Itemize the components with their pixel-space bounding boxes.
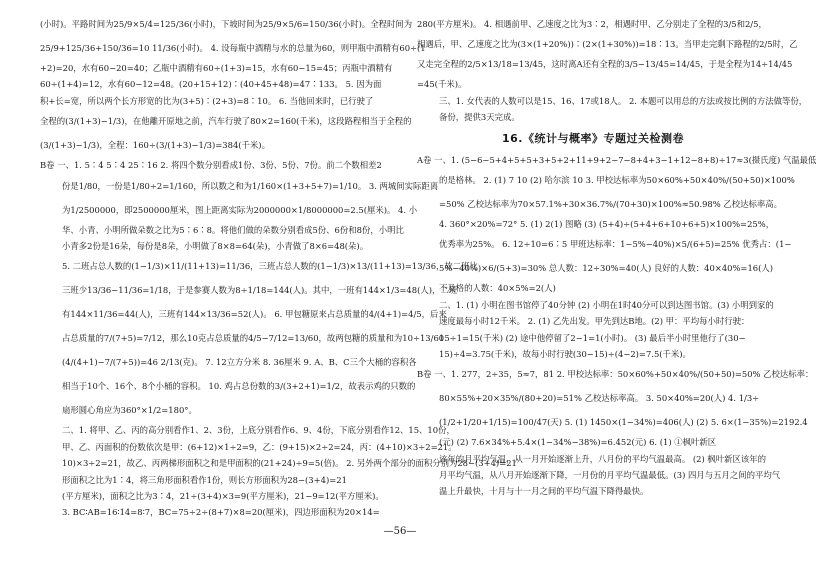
text-line: (平方厘米)，面积之比为3∶4，21÷(3+4)×3=9(平方厘米)，21−9=12(平方厘米)。: [62, 490, 384, 501]
text-line: 5. 二班占总人数的(1−1/3)×11/(11+13)=11/36，三班占总人数的(1−1/3)×13/(11+13)=13/36，故二班比: [62, 261, 478, 272]
text-line: (元) (2) 7.6×34%+5.4×(1−34%−38%)=6.452(元) 6. (1) ①枫叶新区: [439, 437, 717, 448]
text-line: 280(平方厘米)。 4. 相遇前甲、乙速度之比为3∶2，相遇时甲、乙分别走了全程的3/5和2/5，: [417, 19, 767, 29]
text-line: 15)÷4=3.75(千米)，故每小时行驶(30−15)÷(4−2)=7.5(千米)。: [439, 348, 691, 359]
text-line: 三、1. 女代表的人数可以是15、16、17或18人。 2. 本题可以用总的方法或按比例的方法做等份，: [439, 95, 808, 106]
text-line: 4. 360°×20%=72° 5. (1) 2(1) 图略 (3) (5+4)÷(5+4+6+10+6+5)×100%=25%，: [439, 218, 775, 229]
text-line: 80×55%+20×35%/(80+20)=51% 乙校达标率高。 3. 50×40%=20(人) 4. 1/3÷: [439, 393, 760, 404]
text-line: 优秀率为25%。 6. 12÷10=6∶5 甲班达标率：1−5%−40%)×5/(6+5)=25% 优秀占：(1−: [439, 239, 792, 250]
text-line: 甲、乙、丙面积的份数依次是甲：(6+12)×1÷2=9，乙：(9+15)×2÷2=24，丙：(4+10)×3÷2=21。: [62, 441, 457, 452]
text-line: 二、1. (1) 小明在图书馆停了40分钟 (2) 小明在1时40分可以到达图书馆。(3) 小明到家的: [439, 299, 774, 310]
text-line: +2)=20，水有60−20=40；乙瓶中酒精有60÷(1+3)=15，水有60−15=45；丙瓶中酒精有: [40, 63, 393, 73]
section-title: 16.《统计与概率》专题过关检测卷: [502, 131, 684, 145]
text-line: 三班少13/36−11/36=1/18，于是参赛人数为8÷1/18=144(人)。其中，一班有144×1/3=48(人)，二班: [62, 285, 458, 296]
page-number: —56—: [383, 526, 417, 537]
text-line: 10)×3÷2=21，故乙、丙两梯形面积之和是甲面积的(21+24)÷9=5(倍)。 2. 另外两个部分的面积分别为28−(3+4)=21: [62, 458, 517, 469]
text-line: (3/(1+3)−1/3)，全程：160÷(3/(1+3)−1/3)=384(千米)。: [40, 140, 270, 151]
text-line: 扇形圆心角应为360°×1/2=180°。: [62, 405, 197, 416]
text-line: 积+长=宽，所以两个长方形宽的比为(3+5)∶(2+3)=8∶10。 6. 当他回来时，已行驶了: [40, 95, 374, 106]
text-line: 占总质量的7/(7+5)=7/12，那么10克占总质量的4/5−7/12=13/60，故两包糖的质量和为10÷13/60: [62, 333, 445, 344]
text-line: 月平均气温，从八月开始逐渐下降，一月份的月平均气温最低。(3) 四月与五月之间的平均气: [439, 470, 781, 481]
text-line: 3. BC∶AB=16∶14=8∶7，BC=75÷2÷(8+7)×8=20(厘米)，四边形面积为20×14=: [62, 507, 380, 518]
text-line: 华、小青、小明所做朵数之比为5∶6∶8。将他们做的朵数分别看成5份、6份和8份，小明比: [62, 224, 404, 235]
text-line: 该年的月平均气温，从一月开始逐渐上升，八月份的平均气温最高。 (2) 枫叶新区该年的: [439, 453, 767, 464]
text-line: 的是格林。 2. (1) 7 10 (2) 哈尔滨 10 3. 甲校达标率为50×60%+50×40%/(50+50)×100%: [439, 174, 795, 185]
text-line: 为1/2500000，即2500000厘米，图上距离实际为2000000×1/8000000=2.5(厘米)。 4. 小: [62, 204, 418, 215]
text-line: (4/(4+1)−7/(7+5))=46 2/13(克)。 7. 12立方分米 8. 36厘米 9. A、B、C三个大桶的容积各: [62, 357, 417, 368]
text-line: =45(千米)。: [417, 79, 467, 90]
text-line: 相遇后，甲、乙速度之比为(3×(1+20%))∶(2×(1+30%))=18∶13。当甲走完剩下路程的2/5时，乙: [417, 39, 798, 49]
text-line: 有144×11/36=44(人)，三班有144×13/36=52(人)。 6. 甲包糖原来占总质量的4/(4+1)=4/5，后来: [62, 309, 447, 320]
text-line: 不及格的人数：40×5%=2(人): [439, 283, 556, 294]
text-line: (小时)。平路时间为25/9×5/4=125/36(小时)，下坡时间为25/9×5/6=150/36(小时)。全程时间为: [40, 19, 413, 29]
text-line: 又走完全程的2/5×13/18=13/45，这时离A还有全程的3/5−13/45=14/45，于是全程为14÷14/45: [417, 59, 793, 70]
text-line: 形面积之比为1∶4，将三角形面积看作1份，则长方形面积为28−(3+4)=21: [62, 474, 347, 485]
text-line: 全程的(3/(1+3)−1/3)，在他離开原地之前，汽车行驶了80×2=160(千米)，这段路程相当于全程的: [40, 116, 412, 127]
text-line: 相当于10个、16个、8个小桶的容积。 10. 鸡占总份数的3/(3+2+1)=1/2，故表示鸡的只数的: [62, 381, 416, 392]
section-start-line: B卷 一、1. 277，2÷35，5≈7，81 2. 甲校达标率：50×60%+50×40%/(50+50)=50% 乙校达标率：: [417, 369, 814, 380]
section-start-line: B卷 一、1. 5∶4 5∶4 25∶16 2. 将四个数分别看成1份、3份、5份、7份。前二个数相差2: [40, 160, 382, 171]
text-line: 速度最每小时12千米。 2. (1) 乙先出发。甲先到达B地。(2) 甲：平均每小时行驶：: [439, 316, 750, 327]
right-column: [417, 12, 816, 500]
text-line: 60÷(1+4)=12，水有60−12=48。(20+15+12)∶(40+45+48)=47∶133。 5. 因为面: [40, 79, 382, 90]
text-line: 15÷1=15(千米) (2) 途中他停留了2−1=1(小时)。 (3) 最后半小时里他行了(30−: [439, 332, 746, 343]
page-number-footer: [0, 527, 800, 537]
text-line: =50% 乙校达标率为70×57.1%+30×36.7%/(70+30)×100%≈50.98% 乙校达标率高。: [439, 198, 783, 209]
text-line: 小青多2份是16朵，每份是8朵，小明做了8×8=64(朵)，小青做了8×6=48(朵)。: [62, 240, 369, 251]
text-line: 备份，提供3天完成。: [439, 112, 520, 123]
text-line: 二、1. 将甲、乙、丙的高分别看作1、2、3份，上底分别看作6、9、4份，下底分别看作12、15、10份，: [62, 425, 455, 436]
text-line: (1/2+1/20+1/15)=100/47(天) 5. (1) 1450×(1−34%)=406(人) (2) 5. 6×(1−35%)=2192.4: [439, 417, 808, 428]
text-line: 25/9+125/36+150/36=10 11/36(小时)。 4. 设每瓶中酒精与水的总量为60，则甲瓶中酒精有60÷(1: [40, 43, 426, 53]
text-line: 温上升最快，十月与十一月之间的平均气温下降得最快。: [439, 486, 649, 497]
text-line: 5%−40%)×6/(5+3)=30% 总人数：12÷30%=40(人) 良好的人数：40×40%=16(人): [439, 263, 774, 274]
text-line: 份是1/80，一份是1/80÷2=1/160，所以数之和为1/160×(1+3+5+7)=1/10。 3. 两城间实际距离: [62, 180, 439, 191]
section-start-line: A卷 一、1. (5−6−5+4+5+5+3+5+2+11+9+2−7−8+4+3−1+12−8+8)÷17≈3(摄氏度) 气温最低: [417, 154, 816, 165]
